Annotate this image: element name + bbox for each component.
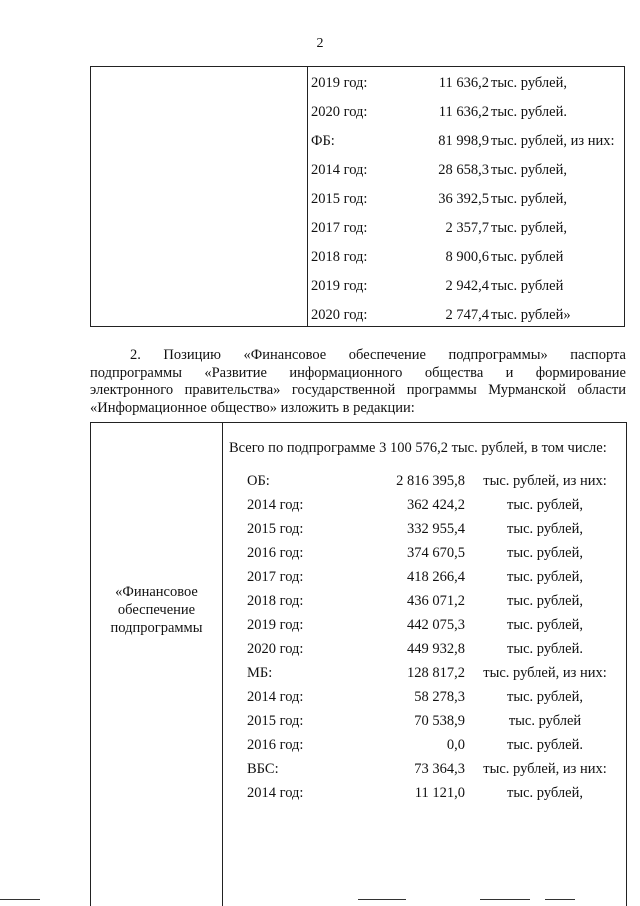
scan-artifact-line: [480, 899, 530, 900]
row-amount: 36 392,5: [438, 191, 489, 207]
row-year: 2019 год:: [247, 617, 304, 633]
scan-artifact-line: [358, 899, 406, 900]
row-unit: тыс. рублей, из них:: [483, 665, 607, 681]
row-amount: 332 955,4: [407, 521, 465, 537]
row-year: 2014 год:: [247, 497, 304, 513]
row-amount: 0,0: [446, 737, 465, 753]
paragraph-line: [90, 400, 626, 418]
table-row: [247, 689, 617, 711]
paragraph-word: подпрограммы: [90, 364, 182, 381]
row-amount: 70 538,9: [414, 713, 465, 729]
row-year: МБ:: [247, 665, 273, 681]
row-amount: 11 636,2: [438, 75, 489, 91]
table-row: [311, 162, 621, 184]
row-amount: 128 817,2: [407, 665, 465, 681]
paragraph-word: Мурманской: [488, 382, 567, 398]
column-divider: [307, 67, 308, 326]
amendment-paragraph: [90, 347, 626, 417]
row-amount: 449 932,8: [407, 641, 465, 657]
table-row: [247, 473, 617, 495]
row-unit: тыс. рублей,: [491, 191, 567, 207]
table-row: [311, 307, 621, 329]
paragraph-line: [90, 347, 626, 365]
row-unit: тыс. рублей,: [507, 569, 583, 585]
row-year: 2018 год:: [247, 593, 304, 609]
row-year: ОБ:: [247, 473, 270, 489]
row-unit: тыс. рублей.: [491, 104, 567, 120]
row-unit: тыс. рублей,: [507, 497, 583, 513]
paragraph-word: программы: [406, 382, 477, 398]
table-row: [311, 191, 621, 213]
table-row: [311, 220, 621, 242]
row-amount: 8 900,6: [445, 249, 489, 265]
row-unit: тыс. рублей.: [507, 641, 583, 657]
table-row: [247, 737, 617, 759]
row-amount: 436 071,2: [407, 593, 465, 609]
paragraph-word: общества: [424, 364, 484, 381]
row-unit: тыс. рублей, из них:: [483, 761, 607, 777]
row-year: 2015 год:: [247, 521, 304, 537]
row-year: 2020 год:: [311, 104, 368, 120]
table-row: [311, 104, 621, 126]
row-unit: тыс. рублей,: [491, 162, 567, 178]
row-year: 2019 год:: [311, 75, 368, 91]
scan-artifact-line: [0, 899, 40, 900]
row-unit: тыс. рублей: [508, 713, 582, 729]
table-row: [247, 521, 617, 543]
table-row: [247, 761, 617, 783]
row-amount: 11 121,0: [414, 785, 465, 801]
paragraph-line: [90, 365, 626, 383]
row-amount: 58 278,3: [414, 689, 465, 705]
label-line: подпрограммы: [110, 620, 203, 636]
row-year: 2020 год:: [247, 641, 304, 657]
row-unit: тыс. рублей, из них:: [483, 473, 607, 489]
row-year: 2016 год:: [247, 737, 304, 753]
label-line: «Финансовое: [115, 584, 198, 600]
row-amount: 362 424,2: [407, 497, 465, 513]
table-row: [247, 497, 617, 519]
paragraph-word: государственной: [291, 382, 396, 398]
paragraph-word: информационного: [289, 364, 403, 381]
row-year: 2014 год:: [247, 785, 304, 801]
row-unit: тыс. рублей»: [491, 307, 571, 323]
row-amount: 442 075,3: [407, 617, 465, 633]
row-year: 2016 год:: [247, 545, 304, 561]
row-year: 2014 год:: [247, 689, 304, 705]
row-unit: тыс. рублей.: [507, 737, 583, 753]
table-row: [247, 713, 617, 735]
paragraph-word: и: [505, 364, 514, 381]
table-row: [311, 75, 621, 97]
funding-table-continued: [90, 66, 625, 327]
table-row: [311, 278, 621, 300]
row-unit: тыс. рублей,: [491, 75, 567, 91]
row-amount: 11 636,2: [438, 104, 489, 120]
paragraph-line: [90, 382, 626, 400]
row-year: 2015 год:: [311, 191, 368, 207]
row-year: ВБС:: [247, 761, 279, 777]
paragraph-word: 2.: [130, 347, 141, 363]
row-year: 2017 год:: [247, 569, 304, 585]
total-line: Всего по подпрограмме 3 100 576,2 тыс. рублей, в том числе:: [229, 440, 607, 456]
row-year: 2019 год:: [311, 278, 368, 294]
paragraph-word: «Информационное общество» изложить в редакции:: [90, 399, 415, 416]
table-row: [247, 617, 617, 639]
table-row: [247, 785, 617, 807]
paragraph-word: обеспечение: [348, 347, 426, 363]
row-amount: 2 816 395,8: [396, 473, 465, 489]
row-amount: 73 364,3: [414, 761, 465, 777]
paragraph-word: «Финансовое: [243, 347, 327, 363]
paragraph-word: правительства»: [184, 382, 281, 398]
paragraph-word: подпрограммы»: [448, 347, 548, 363]
row-amount: 2 747,4: [445, 307, 489, 323]
table-row: [311, 249, 621, 271]
row-unit: тыс. рублей,: [507, 545, 583, 561]
row-unit: тыс. рублей: [491, 249, 564, 265]
row-amount: 2 357,7: [445, 220, 489, 236]
paragraph-word: «Развитие: [204, 364, 267, 381]
paragraph-word: Позицию: [163, 347, 221, 363]
page-number: 2: [316, 36, 324, 51]
row-unit: тыс. рублей,: [507, 593, 583, 609]
paragraph-word: паспорта: [570, 347, 626, 363]
table-row: [247, 545, 617, 567]
row-unit: тыс. рублей,: [507, 617, 583, 633]
row-year: 2018 год:: [311, 249, 368, 265]
funding-table: [90, 422, 627, 906]
table-row: [247, 665, 617, 687]
table-row: [247, 641, 617, 663]
row-year: ФБ:: [311, 133, 335, 149]
table-row: [311, 133, 621, 155]
row-amount: 418 266,4: [407, 569, 465, 585]
row-amount: 374 670,5: [407, 545, 465, 561]
column-divider: [222, 423, 223, 906]
row-amount: 2 942,4: [445, 278, 489, 294]
row-year: 2015 год:: [247, 713, 304, 729]
row-amount: 81 998,9: [438, 133, 489, 149]
row-unit: тыс. рублей, из них:: [491, 133, 615, 149]
table-row: [247, 593, 617, 615]
row-unit: тыс. рублей: [491, 278, 564, 294]
row-year: 2020 год:: [311, 307, 368, 323]
position-label: [91, 583, 222, 637]
paragraph-word: формирование: [535, 364, 626, 381]
row-year: 2014 год:: [311, 162, 368, 178]
row-unit: тыс. рублей,: [507, 689, 583, 705]
table-row: [247, 569, 617, 591]
row-unit: тыс. рублей,: [507, 785, 583, 801]
paragraph-word: области: [577, 382, 626, 398]
paragraph-word: электронного: [90, 382, 174, 398]
row-unit: тыс. рублей,: [507, 521, 583, 537]
row-year: 2017 год:: [311, 220, 368, 236]
label-line: обеспечение: [117, 602, 196, 618]
row-unit: тыс. рублей,: [491, 220, 567, 236]
scan-artifact-line: [545, 899, 575, 900]
row-amount: 28 658,3: [438, 162, 489, 178]
